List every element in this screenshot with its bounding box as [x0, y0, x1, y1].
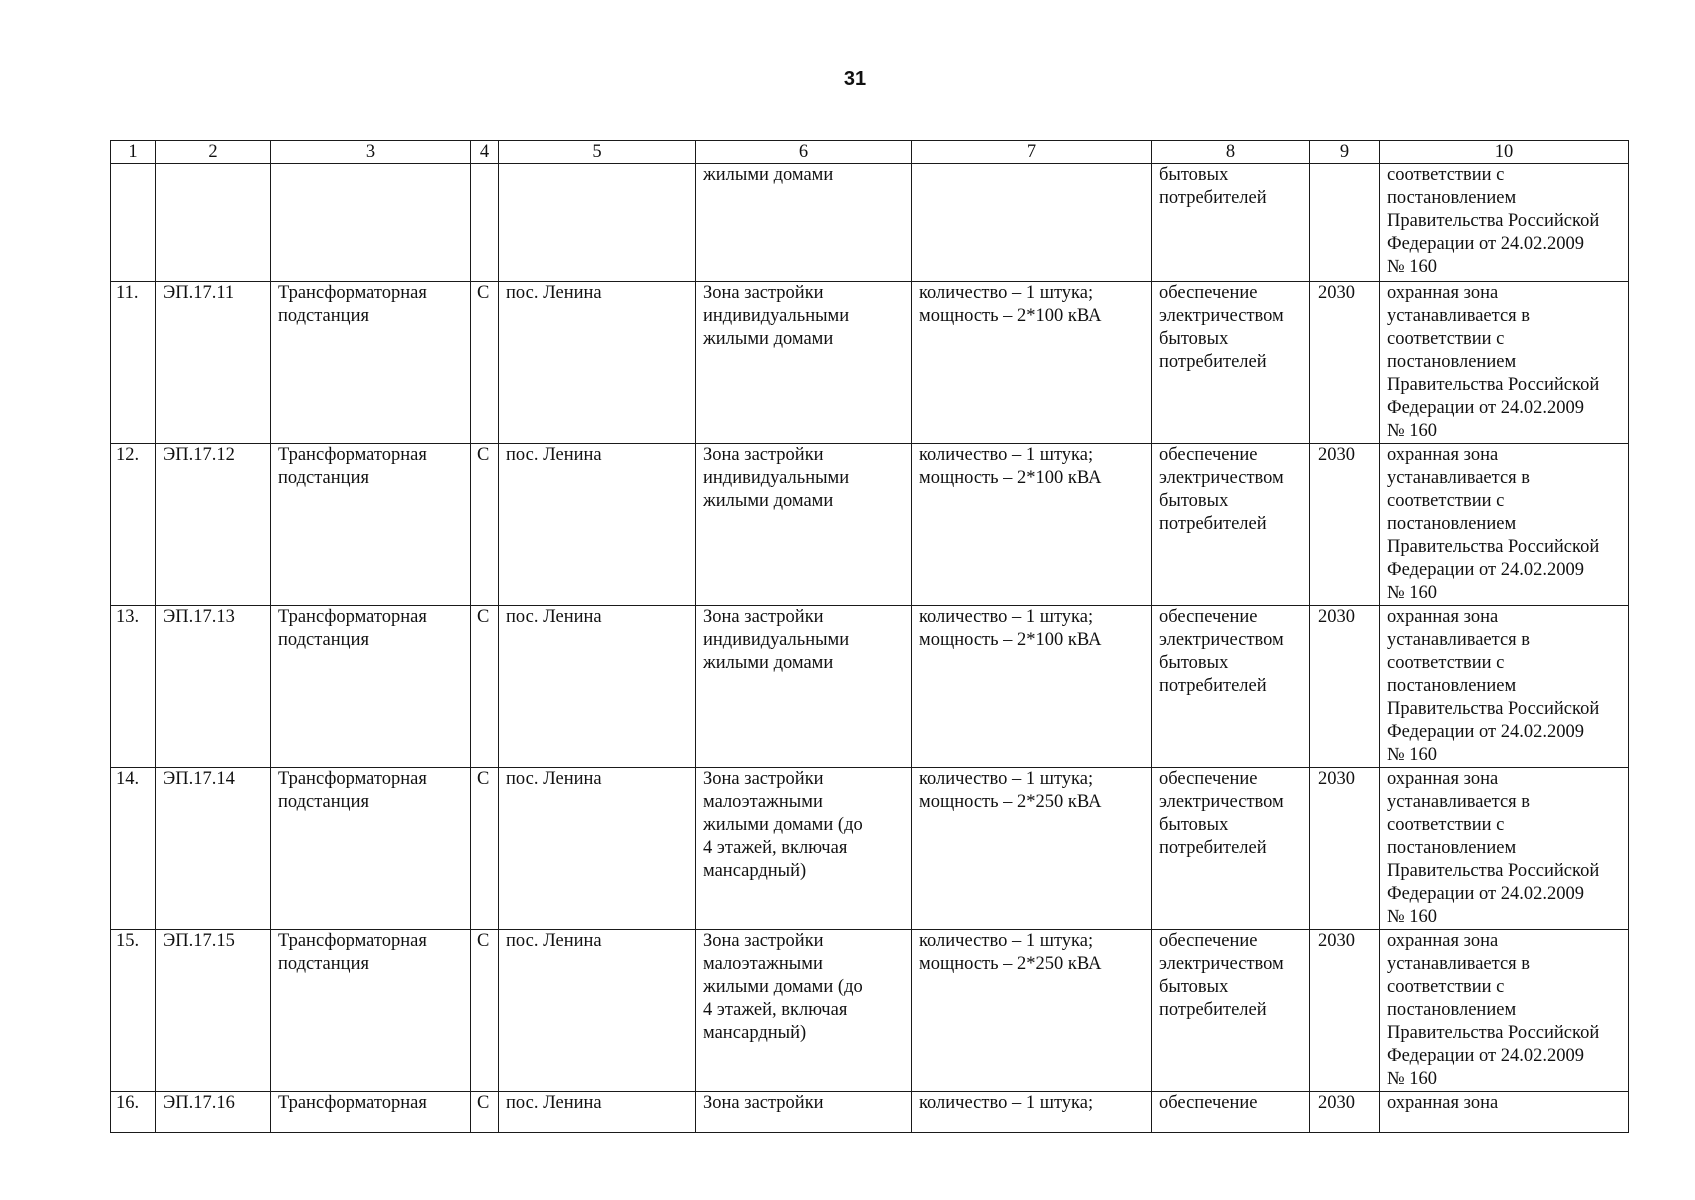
cell-status: С — [471, 768, 499, 930]
cell-status: С — [471, 282, 499, 444]
cell-object-type: Трансформаторная подстанция — [271, 444, 471, 606]
cell-zone: Зона застройки — [696, 1092, 912, 1133]
cell-code: ЭП.17.13 — [156, 606, 271, 768]
column-header: 2 — [156, 141, 271, 164]
cell-status: С — [471, 1092, 499, 1133]
cell-object-type — [271, 164, 471, 282]
cell-location: пос. Ленина — [499, 282, 696, 444]
cell-location: пос. Ленина — [499, 444, 696, 606]
cell-location: пос. Ленина — [499, 768, 696, 930]
cell-characteristics: количество – 1 штука; мощность – 2*100 кВА — [912, 444, 1152, 606]
table-row — [111, 768, 1629, 930]
cell-characteristics — [912, 164, 1152, 282]
cell-code: ЭП.17.11 — [156, 282, 271, 444]
cell-location: пос. Ленина — [499, 930, 696, 1092]
cell-location: пос. Ленина — [499, 1092, 696, 1133]
cell-number: 14. — [111, 768, 156, 930]
cell-object-type: Трансформаторная подстанция — [271, 930, 471, 1092]
cell-code: ЭП.17.16 — [156, 1092, 271, 1133]
cell-number: 15. — [111, 930, 156, 1092]
cell-protection-zone: соответствии с постановлением Правительства Российской Федерации от 24.02.2009 № 160 — [1380, 164, 1629, 282]
cell-zone: Зона застройки индивидуальными жилыми домами — [696, 282, 912, 444]
cell-purpose: обеспечение электричеством бытовых потребителей — [1152, 930, 1310, 1092]
column-header: 1 — [111, 141, 156, 164]
cell-code: ЭП.17.12 — [156, 444, 271, 606]
cell-number: 12. — [111, 444, 156, 606]
cell-zone: Зона застройки малоэтажными жилыми домами (до 4 этажей, включая мансардный) — [696, 930, 912, 1092]
cell-status — [471, 164, 499, 282]
cell-object-type: Трансформаторная подстанция — [271, 768, 471, 930]
cell-protection-zone: охранная зона устанавливается в соответствии с постановлением Правительства Российской Федерации от 24.02.2009 № 160 — [1380, 930, 1629, 1092]
cell-zone: Зона застройки малоэтажными жилыми домами (до 4 этажей, включая мансардный) — [696, 768, 912, 930]
column-header: 9 — [1310, 141, 1380, 164]
cell-zone: Зона застройки индивидуальными жилыми домами — [696, 444, 912, 606]
table-row — [111, 606, 1629, 768]
cell-protection-zone: охранная зона устанавливается в соответствии с постановлением Правительства Российской Федерации от 24.02.2009 № 160 — [1380, 444, 1629, 606]
cell-number: 13. — [111, 606, 156, 768]
cell-year: 2030 — [1310, 930, 1380, 1092]
cell-object-type: Трансформаторная подстанция — [271, 282, 471, 444]
cell-year: 2030 — [1310, 444, 1380, 606]
cell-status: С — [471, 930, 499, 1092]
column-header: 6 — [696, 141, 912, 164]
planned-objects-table — [110, 140, 1629, 1133]
cell-location — [499, 164, 696, 282]
cell-purpose: обеспечение электричеством бытовых потребителей — [1152, 444, 1310, 606]
table-row — [111, 930, 1629, 1092]
cell-purpose: обеспечение электричеством бытовых потребителей — [1152, 768, 1310, 930]
cell-characteristics: количество – 1 штука; мощность – 2*250 кВА — [912, 768, 1152, 930]
column-header: 10 — [1380, 141, 1629, 164]
column-header: 7 — [912, 141, 1152, 164]
cell-number: 16. — [111, 1092, 156, 1133]
cell-status: С — [471, 606, 499, 768]
cell-year — [1310, 164, 1380, 282]
cell-number: 11. — [111, 282, 156, 444]
cell-purpose: обеспечение электричеством бытовых потребителей — [1152, 606, 1310, 768]
cell-purpose: обеспечение электричеством бытовых потребителей — [1152, 282, 1310, 444]
column-header: 5 — [499, 141, 696, 164]
cell-zone: Зона застройки индивидуальными жилыми домами — [696, 606, 912, 768]
cell-year: 2030 — [1310, 768, 1380, 930]
cell-year: 2030 — [1310, 606, 1380, 768]
cell-characteristics: количество – 1 штука; мощность – 2*100 кВА — [912, 282, 1152, 444]
cell-code: ЭП.17.15 — [156, 930, 271, 1092]
page-number: 31 — [843, 68, 867, 90]
cell-code: ЭП.17.14 — [156, 768, 271, 930]
cell-protection-zone: охранная зона устанавливается в соответствии с постановлением Правительства Российской Федерации от 24.02.2009 № 160 — [1380, 768, 1629, 930]
cell-code — [156, 164, 271, 282]
cell-status: С — [471, 444, 499, 606]
table-row-continuation — [111, 164, 1629, 282]
cell-protection-zone: охранная зона устанавливается в соответствии с постановлением Правительства Российской Федерации от 24.02.2009 № 160 — [1380, 606, 1629, 768]
column-header: 3 — [271, 141, 471, 164]
cell-number — [111, 164, 156, 282]
column-header: 8 — [1152, 141, 1310, 164]
cell-object-type: Трансформаторная — [271, 1092, 471, 1133]
column-number-row — [111, 141, 1629, 164]
column-header: 4 — [471, 141, 499, 164]
cell-purpose: обеспечение — [1152, 1092, 1310, 1133]
table-row — [111, 1092, 1629, 1133]
cell-location: пос. Ленина — [499, 606, 696, 768]
table-row — [111, 444, 1629, 606]
cell-zone: жилыми домами — [696, 164, 912, 282]
cell-protection-zone: охранная зона устанавливается в соответствии с постановлением Правительства Российской Федерации от 24.02.2009 № 160 — [1380, 282, 1629, 444]
cell-year: 2030 — [1310, 1092, 1380, 1133]
table-row — [111, 282, 1629, 444]
cell-characteristics: количество – 1 штука; мощность – 2*250 кВА — [912, 930, 1152, 1092]
cell-object-type: Трансформаторная подстанция — [271, 606, 471, 768]
cell-characteristics: количество – 1 штука; мощность – 2*100 кВА — [912, 606, 1152, 768]
cell-purpose: бытовых потребителей — [1152, 164, 1310, 282]
cell-year: 2030 — [1310, 282, 1380, 444]
cell-protection-zone: охранная зона — [1380, 1092, 1629, 1133]
cell-characteristics: количество – 1 штука; — [912, 1092, 1152, 1133]
